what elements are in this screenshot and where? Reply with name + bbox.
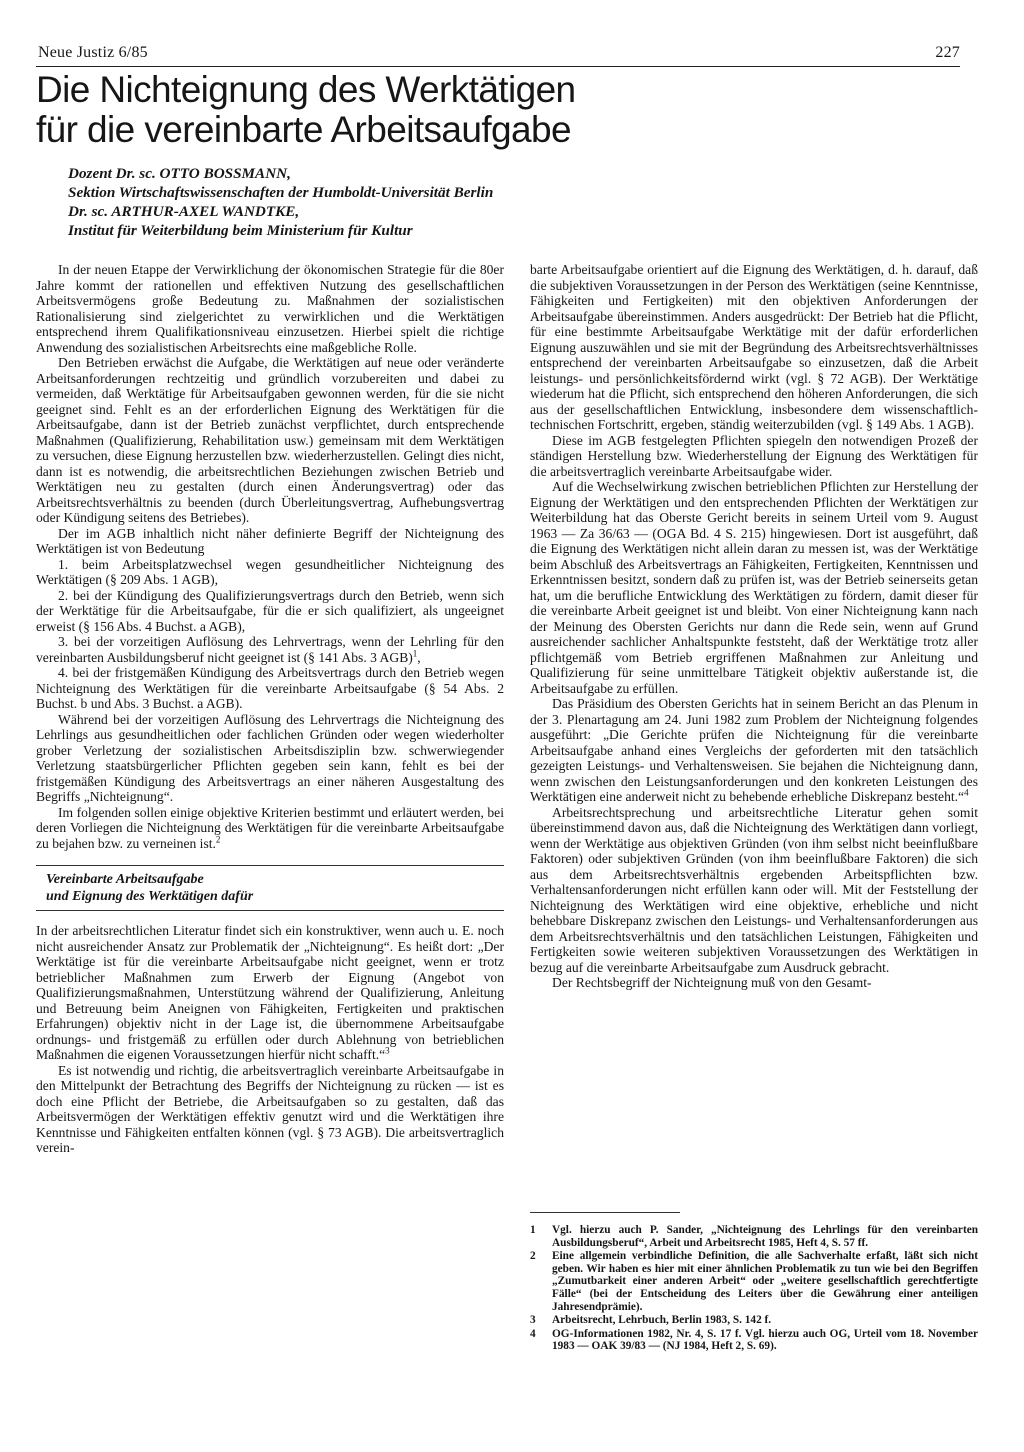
author-1-affiliation: Sektion Wirtschaftswissenschaften der Humboldt-Universität Berlin [68,184,494,201]
list-item-punct: , [417,649,421,665]
paragraph [36,805,504,852]
paragraph: Während bei der vorzeitigen Auflösung des Lehrvertrags die Nichteignung des Lehrlings aus gesundheitlichen oder fachlichen Gründen oder wegen wiederholter grober Verletzung der sozialistischen Arbeitsdisziplin bzw. schwerwiegender Verletzung staatsbürgerlicher Pflichten gegeben sein kann, fehlt es bei der fristgemäßen Kündigung des Arbeitsvertrags an einer näheren Ausgestaltung des Begriffs „Nichteignung“. [36,711,504,804]
paragraph: Diese im AGB festgelegten Pflichten spiegeln den notwendigen Prozeß der ständigen Herstellung bzw. Wiederherstellung der Eignung des Werktätigen für die arbeitsvertraglich vereinbarte Arbeitsaufgabe wider. [530,432,978,479]
author-2-name: Dr. sc. ARTHUR-AXEL WANDTKE, [68,203,300,220]
paragraph: Den Betrieben erwächst die Aufgabe, die Werktätigen auf neue oder veränderte Arbeitsanforderungen rechtzeitig und gründlich vorzubereiten und dabei zu vermeiden, daß Werktätige für Arbeitsaufgaben gewonnen werden, für die sie nicht geeignet sind. Fehlt es an der erforderlichen Eignung des Werktätigen für die Arbeitsaufgabe, dann ist der Betrieb zunächst verpflichtet, durch entsprechende Maßnahmen (Qualifizierung, Rehabilitation usw.) gemeinsam mit dem Werktätigen zu versuchen, diese Eignung herzustellen bzw. wiederherzustellen. Gelingt dies nicht, dann ist es notwendig, die arbeitsrechtlichen Beziehungen zwischen Betrieb und Werktätigen neu zu gestalten (durch einen Änderungsvertrag) oder das Arbeitsrechtsverhältnis zu beenden (durch Überleitungsvertrag, Aufhebungsvertrag oder Kündigung seitens des Betriebes). [36,355,504,525]
list-item: 2. bei der Kündigung des Qualifizierungsvertrags durch den Betrieb, wenn sich der Werktätige für die Arbeitsaufgabe, für die er sich qualifiziert, als ungeeignet erweist (§ 156 Abs. 4 Buchst. a AGB), [36,587,504,634]
footnote [530,1224,978,1249]
title-line-1: Die Nichteignung des Werktätigen [36,69,576,110]
footnote-text: Vgl. hierzu auch P. Sander, „Nichteignung des Lehrlings für den vereinbarten Ausbildungsberuf“, Arbeit und Arbeitsrecht 1985, Heft 4, S. 57 ff. [552,1224,978,1249]
left-column [36,262,504,1156]
title-line-2: für die vereinbarte Arbeitsaufgabe [36,109,571,150]
list-item: 4. bei der fristgemäßen Kündigung des Arbeitsvertrags durch den Betrieb wegen Nichteignung des Werktätigen für die vereinbarte Arbeitsaufgabe (§ 54 Abs. 2 Buchst. b und Abs. 3 Buchst. a AGB). [36,665,504,711]
footnote-number: 3 [530,1314,536,1327]
subheading-line-1: Vereinbarte Arbeitsaufgabe [46,872,204,887]
footnote-text: OG-Informationen 1982, Nr. 4, S. 17 f. Vgl. hierzu auch OG, Urteil vom 18. November 1983 — OAK 39/83 — (NJ 1984, Heft 2, S. 69). [552,1327,978,1353]
list-item-text: 3. bei der vorzeitigen Auflösung des Lehrvertrags, wenn der Lehrling für den vereinbarten Ausbildungsberuf nicht geeignet ist (§ 141 Abs. 3 AGB) [36,634,504,665]
subheading-line-2: und Eignung des Werktätigen dafür [46,889,254,904]
paragraph [530,696,978,805]
paragraph: Der Rechtsbegriff der Nichteignung muß von den Gesamt- [552,975,872,990]
footnote-ref: 3 [385,1045,390,1056]
author-1-name: Dozent Dr. sc. OTTO BOSSMANN, [68,165,291,182]
footnote-number: 4 [530,1327,536,1340]
footnote-ref: 1 [412,647,418,658]
paragraph-text: Das Präsidium des Obersten Gerichts hat in seinem Bericht an das Plenum in der 3. Plenartagung am 24. Juni 1982 zum Problem der Nichteignung folgendes ausgeführt: „Die Gerichte prüfen die Nichteignung für die vereinbarte Arbeitsaufgabe anhand eines Vergleichs der geforderten mit den tatsächlich gezeigten Leistungs- und Verhaltensweisen. Sie bejahen die Nichteignung dann, wenn zwischen den Leistungsanforderungen und den konkreten Leistungen des Werktätigen eine anderweit nicht zu behebende erhebliche Diskrepanz besteht.“ [530,696,978,804]
list-item: 1. beim Arbeitsplatzwechsel wegen gesundheitlicher Nichteignung des Werktätigen (§ 209 Abs. 1 AGB), [36,556,504,587]
paragraph [36,923,504,1063]
page-number: 227 [935,44,960,61]
author-block [68,164,768,240]
article-title [36,70,736,150]
paragraph: In der neuen Etappe der Verwirklichung der ökonomischen Strategie für die 80er Jahre kommt der rationellen und effektiven Nutzung des gesellschaftlichen Arbeitsvermögens große Bedeutung zu. Maßnahmen der sozialistischen Rationalisierung sind zielgerichtet zu verwirklichen und die Werktätigen entsprechend ihrem Qualifikationsniveau einzusetzen. Hierbei spielt die richtige Anwendung des sozialistischen Arbeitsrechts eine maßgebliche Rolle. [36,262,504,355]
footnote-rule [530,1212,680,1213]
author-2-affiliation: Institut für Weiterbildung beim Ministerium für Kultur [68,222,413,239]
footnote-text: Arbeitsrecht, Lehrbuch, Berlin 1983, S. 142 f. [552,1314,772,1327]
journal-issue: Neue Justiz 6/85 [38,44,148,61]
footnote-text: Eine allgemein verbindliche Definition, die alle Sachverhalte erfaßt, läßt sich nicht geben. Wir haben es hier mit einer ähnlichen Problematik zu tun wie bei den Begriffen „Zumutbarkeit einer anderen Arbeit“ oder „weitere gesellschaftlich gerechtfertigte Fälle“ (bei der Entscheidung des Leiters über die Gewährung einer anteiligen Jahresendprämie). [552,1250,978,1313]
right-column [530,262,978,991]
footnote-number: 2 [530,1250,536,1263]
footnotes [530,1224,978,1354]
footnote-ref: 4 [964,787,969,798]
footnote [530,1328,978,1353]
section-subheading [36,865,504,911]
header-rule [36,66,960,67]
list-item [36,634,504,665]
footnote [530,1314,978,1327]
paragraph: Auf die Wechselwirkung zwischen betrieblichen Pflichten zur Herstellung der Eignung der Werktätigen und den entsprechenden Pflichten der Werktätigen zur Weiterbildung hat das Oberste Gericht bereits in seinem Urteil vom 9. August 1963 — Za 36/63 — (OGA Bd. 4 S. 215) hingewiesen. Dort ist ausgeführt, daß die Eignung des Werktätigen nicht allein daran zu messen ist, was der Werktätige beim Abschluß des Arbeitsvertrags an Fähigkeiten, Fertigkeiten, Kenntnissen und Erkenntnissen besitzt, sondern daß zu prüfen ist, was der Betrieb seinerseits getan hat, um die berufliche Entwicklung des Werktätigen zu fördern, damit dieser für die vereinbarte Arbeit geeignet ist und bleibt. Von einer Nichteignung kann nach der Meinung des Obersten Gerichts nur dann die Rede sein, wenn auf Grund ausreichender sachlicher Anhaltspunkte feststeht, daß der Werktätige trotz aller pflichtgemäß vom Betrieb ergriffenen Maßnahmen zur Anleitung und Qualifizierung für seine unmittelbare Tätigkeit objektiv außerstande ist, die Arbeitsaufgabe zu erfüllen. [530,479,978,696]
footnote-ref: 2 [215,833,221,844]
footnote-number: 1 [530,1224,536,1236]
paragraph: barte Arbeitsaufgabe orientiert auf die Eignung des Werktätigen, d. h. darauf, daß die subjektiven Voraussetzungen in der Person des Werktätigen (seine Kenntnisse, Fähigkeiten und Fertigkeiten) mit den objektiven Anforderungen der Arbeitsaufgabe übereinstimmen. Anders ausgedrückt: Der Betrieb hat die Pflicht, für eine bestimmte Arbeitsaufgabe Werktätige mit der dafür erforderlichen Eignung auszuwählen und sie mit der Begründung des Arbeitsrechtsverhältnisses entsprechend der vereinbarten Arbeitsaufgabe so einzusetzen, daß die Arbeit leistungs- und persönlichkeitsfördernd wirkt (vgl. § 72 AGB). Der Werktätige wiederum hat die Pflicht, sich entsprechend den höheren Anforderungen, die sich aus der gesellschaftlichen Entwicklung, insbesondere dem wissenschaftlich-technischen Fortschritt, ergeben, ständig weiterzubilden (vgl. § 149 Abs. 1 AGB). [530,262,978,432]
paragraph: Arbeitsrechtsprechung und arbeitsrechtliche Literatur gehen somit übereinstimmend davon aus, daß die Nichteignung des Werktätigen dann vorliegt, wenn der Werktätige aus objektiven Gründen (von ihm selbst nicht beeinflußbare Faktoren) oder subjektiven Gründen (von ihm beeinflußbare Faktoren) die sich aus dem Arbeitsrechtsverhältnis ergebenden Arbeitspflichten bzw. Verhaltensanforderungen nicht erfüllen kann oder will. Mit der Feststellung der Nichteignung des Werktätigen wird eine objektive, erhebliche und nicht behebbare Diskrepanz zwischen den Leistungs- und Verhaltensanforderungen aus dem Arbeitsrechtsverhältnis und den tatsächlichen Leistungen, Fähigkeiten und Fertigkeiten sowie weiteren subjektiven Voraussetzungen des Werktätigen in bezug auf die vereinbarte Arbeitsaufgabe zum Ausdruck gebracht. [530,804,978,975]
paragraph: Der im AGB inhaltlich nicht näher definierte Begriff der Nichteignung des Werktätigen ist von Bedeutung [36,525,504,556]
paragraph-text: Im folgenden sollen einige objektive Kriterien bestimmt und erläutert werden, bei deren Vorliegen die Nichteignung des Werktätigen für die vereinbarte Arbeitsaufgabe zu bejahen bzw. zu verneinen ist. [36,804,504,851]
footnote [530,1250,978,1313]
paragraph-text: In der arbeitsrechtlichen Literatur findet sich ein konstruktiver, wenn auch u. E. noch nicht ausreichender Ansatz zur Problematik der „Nichteignung“. Es heißt dort: „Der Werktätige ist für die vereinbarte Arbeitsaufgabe nicht geeignet, wenn er trotz betrieblicher Maßnahmen zum Erwerb der Eignung (Angebot von Qualifizierungsmaßnahmen, Unterstützung während der Qualifizierung, Anleitung und Betreuung beim Aneignen von Fähigkeiten, Fertigkeiten und praktischen Erfahrungen) objektiv nicht in der Lage ist, die übernommene Arbeitsaufgabe ordnungs- und fristgemäß zu erfüllen oder durch Ablehnung von betrieblichen Maßnahmen die eigenen Voraussetzungen hierfür nicht schafft.“ [36,923,504,1062]
paragraph: Es ist notwendig und richtig, die arbeitsvertraglich vereinbarte Arbeitsaufgabe in den Mittelpunkt der Betrachtung des Begriffs der Nichteignung zu rücken — ist es doch eine Pflicht der Betriebe, die Arbeitsaufgaben so zu gestalten, daß das Arbeitsvermögen der Werktätigen effektiv genutzt wird und die Werktätigen ihre Kenntnisse und Fähigkeiten entfalten können (vgl. § 73 AGB). Die arbeitsvertraglich verein- [36,1062,504,1155]
